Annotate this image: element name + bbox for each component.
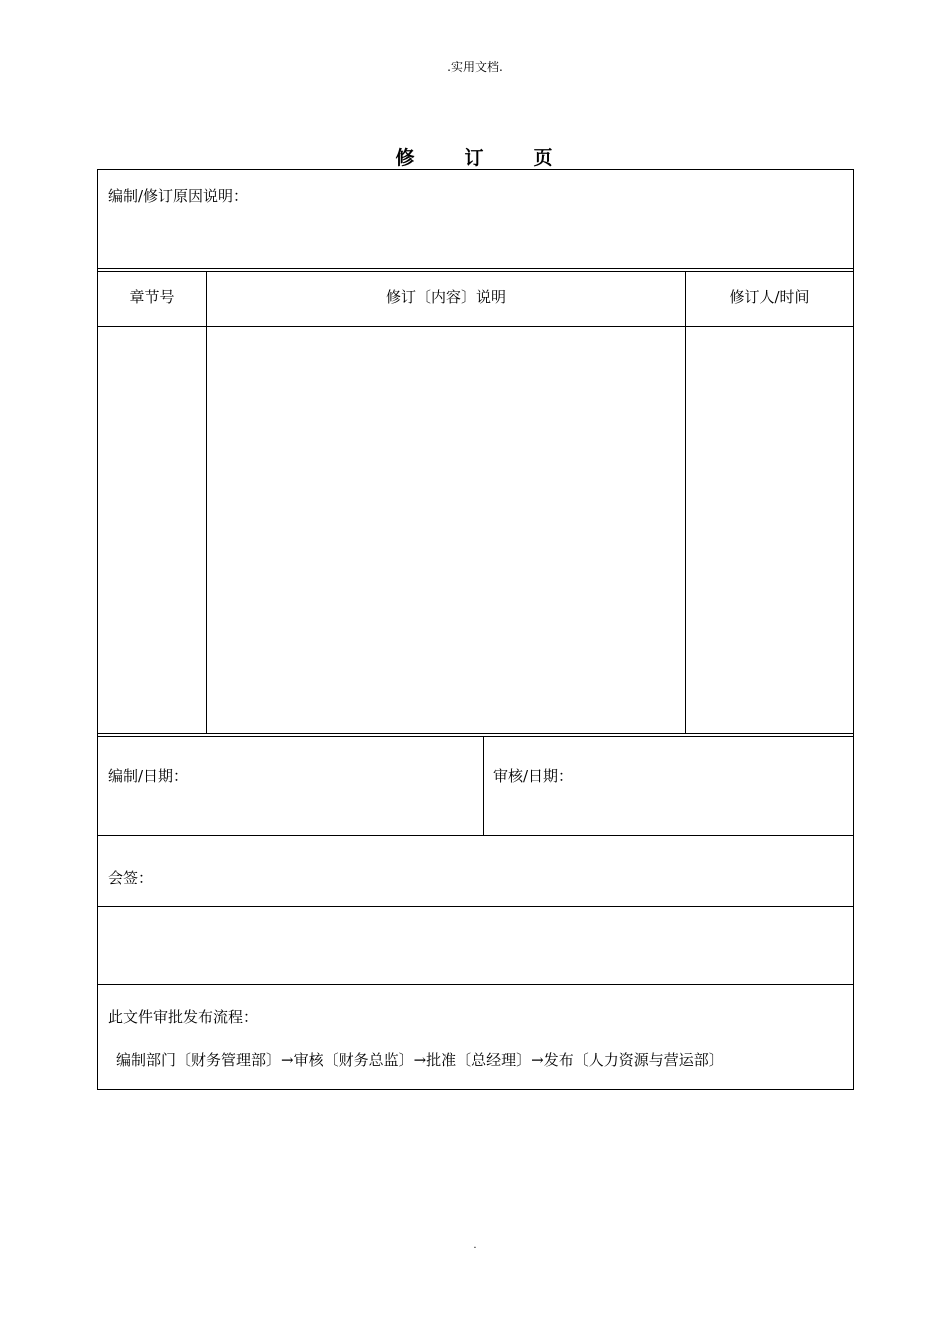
- approval-flow-text: 编制部门〔财务管理部〕→审核〔财务总监〕→批准〔总经理〕→发布〔人力资源与营运部〕: [116, 1051, 724, 1069]
- reason-field[interactable]: [98, 170, 853, 269]
- approval-flow-label: 此文件审批发布流程：: [108, 1008, 259, 1026]
- column-header-content: 修订〔内容〕说明: [385, 288, 506, 306]
- divider-line: [98, 733, 853, 734]
- review-date-label: 审核/日期：: [493, 767, 574, 785]
- title-char-2: 订: [464, 147, 486, 169]
- title-char-1: 修: [395, 147, 417, 169]
- content-cell[interactable]: [207, 327, 685, 733]
- title-char-3: 页: [533, 147, 555, 169]
- divider-line: [98, 984, 853, 985]
- column-header-reviser: 修订人/时间: [729, 288, 810, 306]
- countersign-field[interactable]: [98, 836, 853, 906]
- column-header-chapter: 章节号: [129, 288, 175, 306]
- blank-field[interactable]: [98, 907, 853, 984]
- revision-form: [97, 169, 854, 1090]
- page-title: [0, 143, 950, 170]
- page-footer: .: [473, 1240, 477, 1251]
- compile-date-field[interactable]: [98, 737, 483, 835]
- page-header: .实用文档.: [447, 60, 503, 74]
- reason-label: 编制/修订原因说明：: [108, 187, 249, 205]
- reviser-cell[interactable]: [686, 327, 853, 733]
- divider-line: [98, 268, 853, 269]
- chapter-cell[interactable]: [98, 327, 206, 733]
- review-date-field[interactable]: [484, 737, 853, 835]
- divider-line: [98, 271, 853, 272]
- compile-date-label: 编制/日期：: [108, 767, 189, 785]
- countersign-label: 会签：: [108, 869, 154, 887]
